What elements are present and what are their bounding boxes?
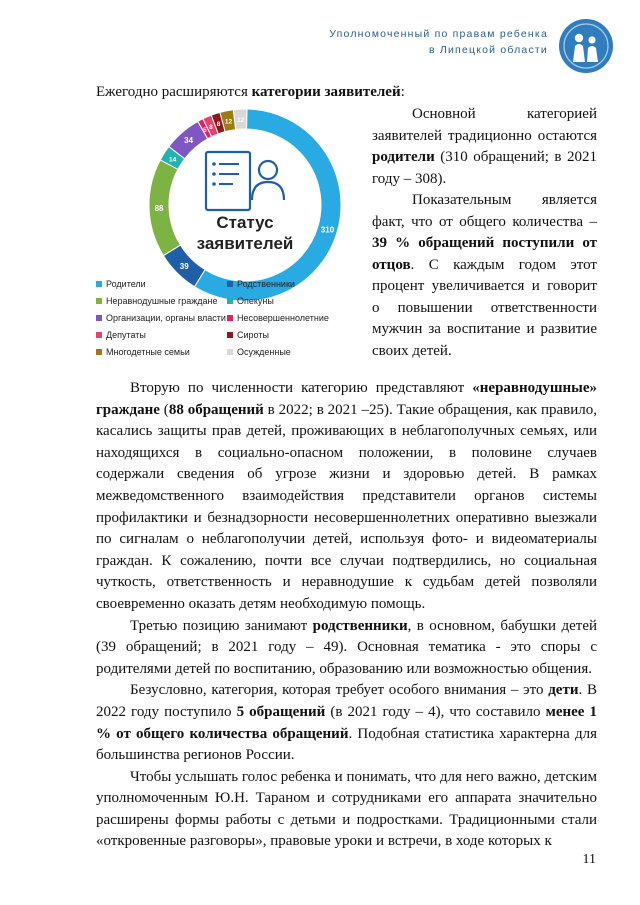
legend-label: Организации, органы власти	[106, 312, 226, 323]
legend-swatch	[96, 298, 102, 304]
legend-row	[96, 343, 358, 360]
intro-line	[96, 84, 405, 101]
paragraph-caring-citizens: Вторую по численности категорию представляют «неравнодушные» граждане (88 обращений в 2022; в 2021 –25). Такие обращения, как правило, касались защиты прав детей, проживающих в неблагополучных семьях, или находящихся в социально-опасном положении, в половине случаев содержали сведения об угрозе жизни и здоровью детей. В рамках межведомственного взаимодействия представители органов системы профилактики и безнадзорности несовершеннолетних оперативно выезжали по сигналам о неблагополучии детей, используя фото- и видеоматериалы граждан. К сожалению, почти все случаи подтвердились, но социальная чуткость, ответственность и неравнодушие к судьбам детей позволяли своевременно оказать детям необходимую помощь.	[96, 380, 597, 612]
chart-title-line-2: заявителей	[196, 234, 294, 253]
legend-label: Сироты	[237, 329, 269, 340]
header-line-2: в Липецкой области	[429, 44, 548, 56]
legend-item	[227, 279, 358, 289]
legend-item	[227, 296, 358, 306]
legend-label: Родственники	[237, 278, 295, 289]
intro-text: Ежегодно расширяются	[96, 84, 252, 100]
donut-slices	[149, 109, 341, 301]
chart-title-line-1: Статус	[216, 213, 274, 232]
donut-label-4: 14	[169, 156, 177, 164]
legend-item	[227, 313, 358, 323]
donut-label-1: 310	[320, 225, 335, 235]
paragraph-fathers: Показательным является факт, что от общего количества – 39 % обращений поступили от отцов. С каждым годом этот процент увеличивается и говорит о повышении ответственности мужчин за воспитание и развитие своих детей.	[372, 192, 597, 359]
right-column-text	[372, 104, 597, 362]
legend-row	[96, 326, 358, 343]
intro-bold: категории заявителей	[251, 84, 401, 100]
header-line-1: Уполномоченный по правам ребенка	[329, 28, 548, 40]
paragraph-children: Безусловно, категория, которая требует особого внимания – это дети. В 2022 году поступило 5 обращений (в 2021 году – 4), что составило менее 1 % от общего количества обращений. Подобная статистика характерна для большинства регионов России.	[96, 682, 597, 764]
page-header	[329, 26, 548, 58]
legend-swatch	[227, 281, 233, 287]
legend-swatch	[96, 281, 102, 287]
donut-label-5: 34	[184, 136, 194, 146]
donut-label-8: 8	[216, 121, 221, 129]
legend-label: Депутаты	[106, 329, 146, 340]
legend-item	[96, 330, 227, 340]
donut-label-2: 39	[179, 261, 189, 271]
legend-item	[96, 279, 227, 289]
legend-label: Родители	[106, 278, 146, 289]
donut-label-6: 5	[203, 126, 207, 134]
legend-item	[96, 313, 227, 323]
legend-swatch	[227, 349, 233, 355]
chart-center-icon	[206, 152, 284, 210]
legend-item	[227, 347, 358, 357]
legend-swatch	[96, 315, 102, 321]
donut-label-10: 12	[236, 117, 245, 125]
ombudsman-logo	[558, 18, 614, 74]
legend-label: Осужденные	[237, 346, 291, 357]
legend-row	[96, 275, 358, 292]
legend-label: Неравнодушные граждане	[106, 295, 218, 306]
legend-label: Опекуны	[237, 295, 274, 306]
legend-swatch	[227, 332, 233, 338]
legend-swatch	[96, 332, 102, 338]
legend-item	[227, 330, 358, 340]
legend-label: Несовершеннолетние	[237, 312, 329, 323]
legend-label: Многодетные семьи	[106, 346, 190, 357]
donut-slice-1	[195, 109, 341, 301]
page-number: 11	[582, 852, 596, 867]
legend-swatch	[96, 349, 102, 355]
legend-swatch	[227, 315, 233, 321]
legend-row	[96, 292, 358, 309]
chart-legend	[96, 275, 358, 360]
main-text	[96, 378, 597, 853]
donut-label-3: 88	[154, 203, 164, 213]
paragraph-relatives: Третью позицию занимают родственники, в основном, бабушки детей (39 обращений; в 2021 году – 49). Основная тематика - это споры с родителями детей по воспитанию, образованию или возможностью общения.	[96, 617, 597, 677]
legend-swatch	[227, 298, 233, 304]
legend-row	[96, 309, 358, 326]
legend-item	[96, 347, 227, 357]
donut-label-9: 12	[224, 118, 233, 126]
paragraph-work-forms: Чтобы услышать голос ребенка и понимать, что для него важно, детским уполномоченным Ю.Н. Тараном и сотрудниками его аппарата значительно расширены формы работы с детьми и подростками. Традиционными стали «откровенные разговоры», правовые уроки и встречи, в ходе которых к	[96, 768, 597, 850]
legend-item	[96, 296, 227, 306]
donut-label-7: 8	[209, 124, 213, 132]
intro-tail: :	[400, 84, 405, 100]
paragraph-parents: Основной категорией заявителей традиционно остаются родители (310 обращений; в 2021 году – 308).	[372, 106, 597, 187]
